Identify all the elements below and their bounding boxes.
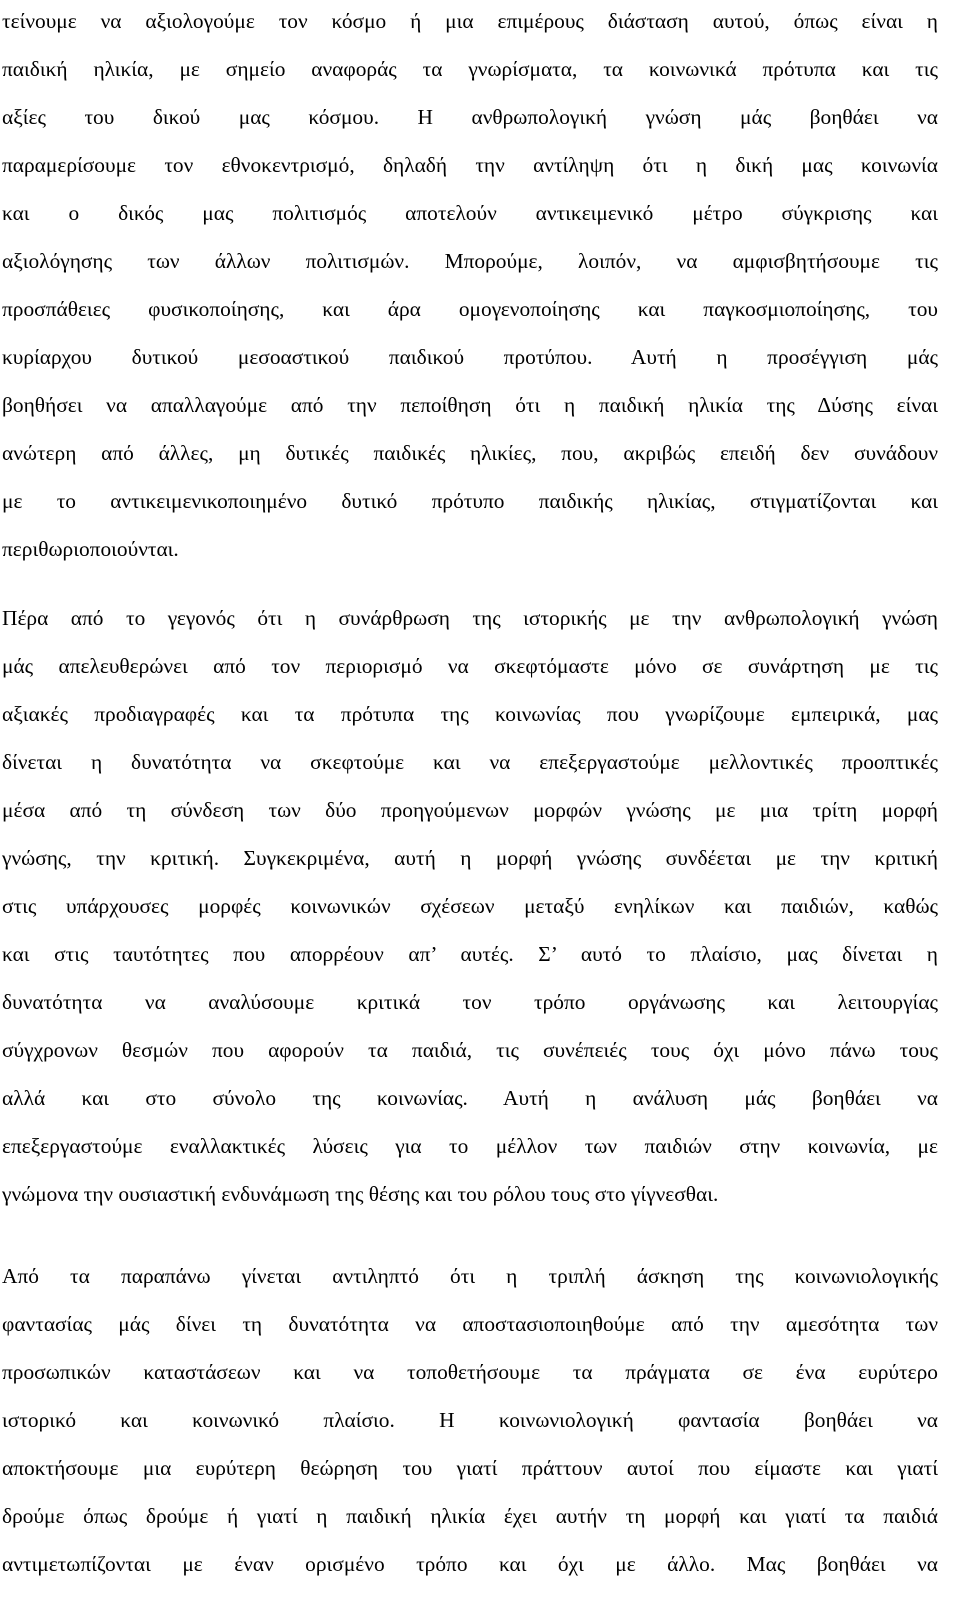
text-line: με το αντικειμενικοποιημένο δυτικό πρότυπο παιδικής ηλικίας, στιγματίζονται και	[2, 489, 938, 513]
text-line: δίνεται η δυνατότητα να σκεφτούμε και να επεξεργαστούμε μελλοντικές προοπτικές	[2, 750, 938, 774]
paragraph-critical-knowledge	[2, 594, 938, 1218]
text-line: προσωπικών καταστάσεων και να τοποθετήσουμε τα πράγματα σε ένα ευρύτερο	[2, 1360, 938, 1384]
text-line: προσπάθειες φυσικοποίησης, και άρα ομογενοποίησης και παγκοσμιοποίησης, του	[2, 297, 938, 321]
text-line: κυρίαρχου δυτικού μεσοαστικού παιδικού προτύπου. Αυτή η προσέγγιση μάς	[2, 345, 938, 369]
text-line: περιθωριοποιούνται.	[2, 537, 179, 561]
text-line: Από τα παραπάνω γίνεται αντιληπτό ότι η τριπλή άσκηση της κοινωνιολογικής	[2, 1264, 938, 1288]
text-line: και στις ταυτότητες που απορρέουν απ’ αυτές. Σ’ αυτό το πλαίσιο, μας δίνεται η	[2, 942, 938, 966]
text-line: αντιμετωπίζονται με έναν ορισμένο τρόπο και όχι με άλλο. Μας βοηθάει να	[2, 1552, 938, 1576]
text-line: αξιακές προδιαγραφές και τα πρότυπα της κοινωνίας που γνωρίζουμε εμπειρικά, μας	[2, 702, 938, 726]
text-line: σύγχρονων θεσμών που αφορούν τα παιδιά, τις συνέπειές τους όχι μόνο πάνω τους	[2, 1038, 938, 1062]
text-line: γνώσης, την κριτική. Συγκεκριμένα, αυτή η μορφή γνώσης συνδέεται με την κριτική	[2, 846, 938, 870]
text-line: αξιολόγησης των άλλων πολιτισμών. Μπορούμε, λοιπόν, να αμφισβητήσουμε τις	[2, 249, 938, 273]
text-line: επεξεργαστούμε εναλλακτικές λύσεις για το μέλλον των παιδιών στην κοινωνία, με	[2, 1134, 938, 1158]
text-line: μάς απελευθερώνει από τον περιορισμό να σκεφτόμαστε μόνο σε συνάρτηση με τις	[2, 654, 938, 678]
paragraph-sociological-imagination	[2, 1252, 938, 1588]
text-line: φαντασίας μάς δίνει τη δυνατότητα να αποστασιοποιηθούμε από την αμεσότητα των	[2, 1312, 938, 1336]
text-line: ανώτερη από άλλες, μη δυτικές παιδικές ηλικίες, που, ακριβώς επειδή δεν συνάδουν	[2, 441, 938, 465]
text-line: στις υπάρχουσες μορφές κοινωνικών σχέσεων μεταξύ ενηλίκων και παιδιών, καθώς	[2, 894, 938, 918]
text-line: γνώμονα την ουσιαστική ενδυνάμωση της θέσης και του ρόλου τους στο γίγνεσθαι.	[2, 1182, 719, 1206]
text-line: μέσα από τη σύνδεση των δύο προηγούμενων μορφών γνώσης με μια τρίτη μορφή	[2, 798, 938, 822]
text-line: τείνουμε να αξιολογούμε τον κόσμο ή μια επιμέρους διάσταση αυτού, όπως είναι η	[2, 9, 938, 33]
text-line: παιδική ηλικία, με σημείο αναφοράς τα γνωρίσματα, τα κοινωνικά πρότυπα και τις	[2, 57, 938, 81]
text-line: αξίες του δικού μας κόσμου. Η ανθρωπολογική γνώση μάς βοηθάει να	[2, 105, 938, 129]
text-line: δρούμε όπως δρούμε ή γιατί η παιδική ηλικία έχει αυτήν τη μορφή και γιατί τα παιδιά	[2, 1504, 938, 1528]
text-line: αλλά και στο σύνολο της κοινωνίας. Αυτή η ανάλυση μάς βοηθάει να	[2, 1086, 938, 1110]
text-line: παραμερίσουμε τον εθνοκεντρισμό, δηλαδή την αντίληψη ότι η δική μας κοινωνία	[2, 153, 938, 177]
text-line: ιστορικό και κοινωνικό πλαίσιο. Η κοινωνιολογική φαντασία βοηθάει να	[2, 1408, 938, 1432]
text-line: βοηθήσει να απαλλαγούμε από την πεποίθηση ότι η παιδική ηλικία της Δύσης είναι	[2, 393, 938, 417]
text-line: Πέρα από το γεγονός ότι η συνάρθρωση της ιστορικής με την ανθρωπολογική γνώση	[2, 606, 938, 630]
text-line: δυνατότητα να αναλύσουμε κριτικά τον τρόπο οργάνωσης και λειτουργίας	[2, 990, 938, 1014]
paragraph-ethnocentrism	[2, 0, 938, 573]
text-line: αποκτήσουμε μια ευρύτερη θεώρηση του γιατί πράττουν αυτοί που είμαστε και γιατί	[2, 1456, 938, 1480]
text-line: και ο δικός μας πολιτισμός αποτελούν αντικειμενικό μέτρο σύγκρισης και	[2, 201, 938, 225]
